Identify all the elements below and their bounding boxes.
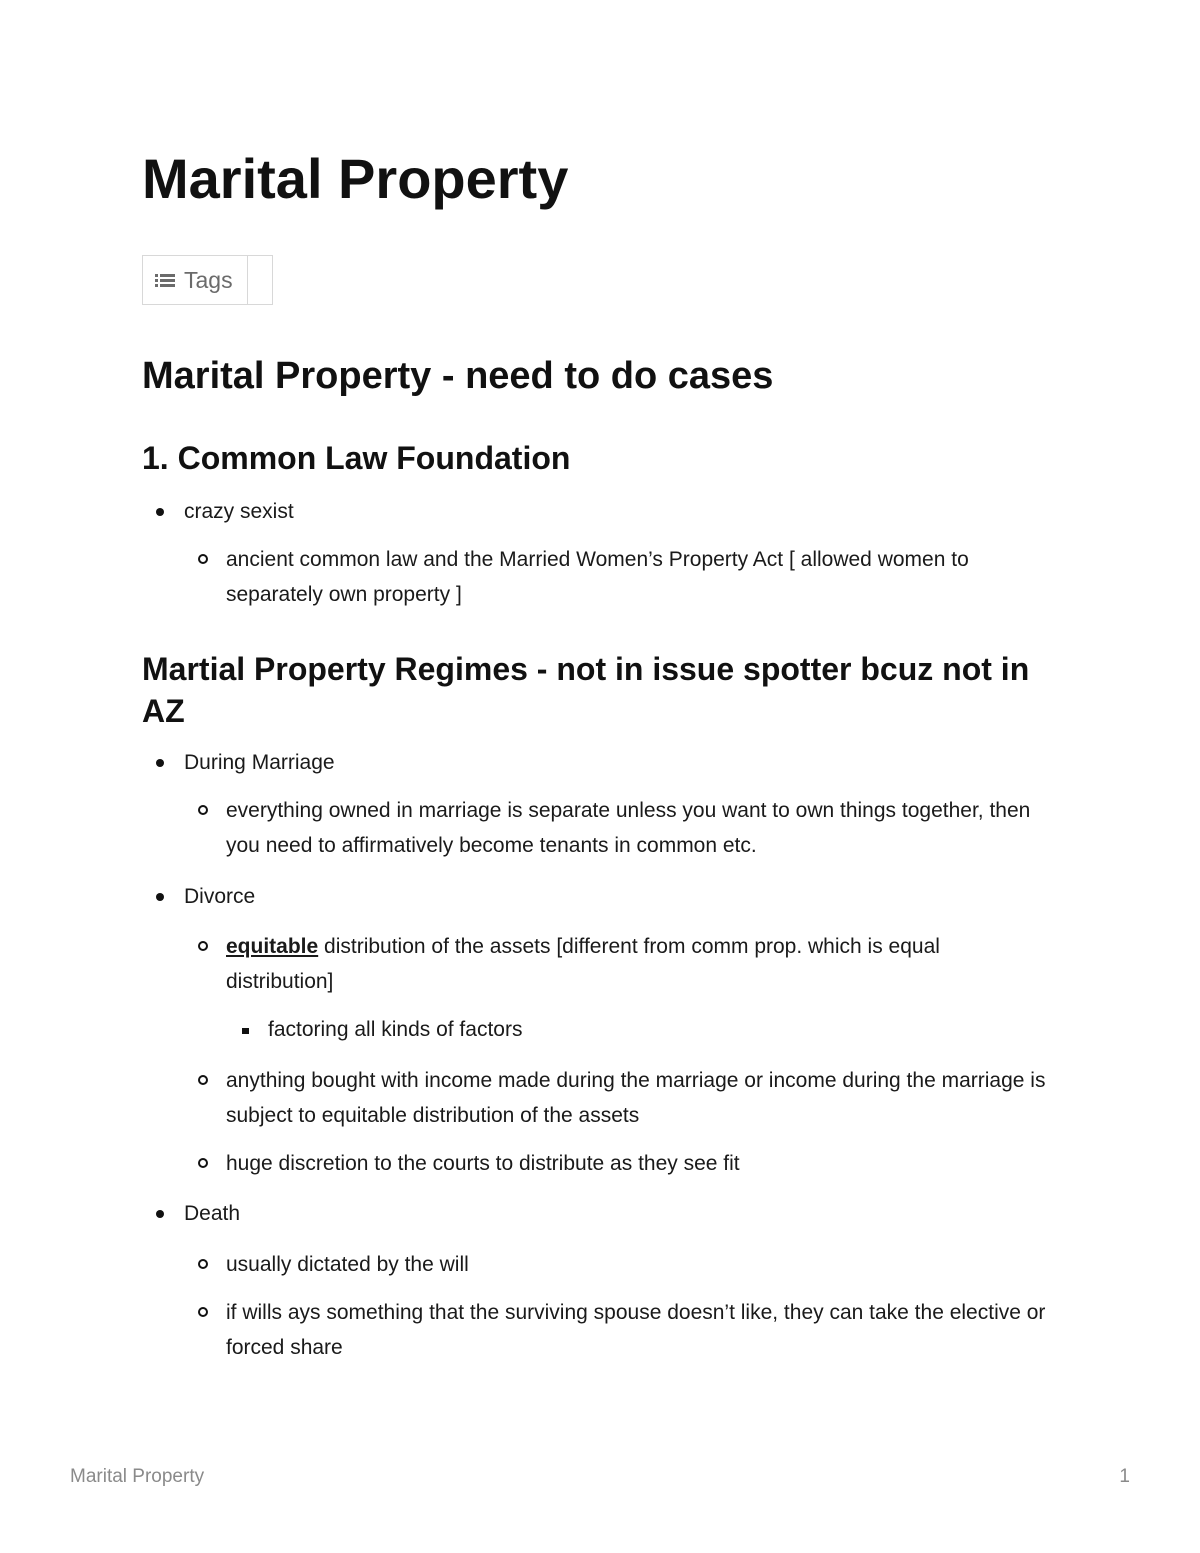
bullet-square-icon <box>242 1028 249 1034</box>
tags-value[interactable] <box>248 256 272 304</box>
list-icon <box>155 273 175 288</box>
list-item-text: distribution of the assets [different from comm prop. which is equal distribution] <box>226 935 940 993</box>
list-item <box>226 1247 1046 1282</box>
emphasis-term: equitable <box>226 935 319 958</box>
list-item <box>184 494 294 529</box>
tags-label-cell <box>143 256 248 304</box>
bullet-circle-icon <box>198 1075 208 1085</box>
section-heading-regimes: Martial Property Regimes - not in issue spotter bcuz not in AZ <box>142 651 1030 729</box>
list-item-text: factoring all kinds of factors <box>268 1018 523 1041</box>
list-item <box>184 879 255 914</box>
list-item-text: anything bought with income made during the marriage or income during the marriage is subject to equitable distribution of the assets <box>226 1069 1046 1127</box>
tags-property[interactable] <box>142 255 273 305</box>
list-item <box>226 1295 1046 1365</box>
list-item-text: huge discretion to the courts to distribute as they see fit <box>226 1152 740 1175</box>
bullet-circle-icon <box>198 1259 208 1269</box>
bullet-circle-icon <box>198 1307 208 1317</box>
list-item-text: During Marriage <box>184 751 335 774</box>
list-item <box>226 1146 1046 1181</box>
bullet-circle-icon <box>198 554 208 564</box>
bullet-circle-icon <box>198 1158 208 1168</box>
list-item <box>226 929 1046 999</box>
list-item-text: Death <box>184 1202 241 1225</box>
list-item-text: Divorce <box>184 885 256 908</box>
list-item-text: ancient common law and the Married Women’s Property Act [ allowed women to separately own property ] <box>226 548 969 606</box>
section-heading-common-law: 1. Common Law Foundation <box>142 440 571 476</box>
list-item-text: if wills ays something that the surviving spouse doesn’t like, they can take the elective or forced share <box>226 1301 1046 1359</box>
bullet-disc-icon <box>156 508 164 516</box>
list-item <box>226 542 1046 612</box>
bullet-circle-icon <box>198 805 208 815</box>
bullet-circle-icon <box>198 941 208 951</box>
bullet-disc-icon <box>156 759 164 767</box>
section-heading-main: Marital Property - need to do cases <box>142 355 774 397</box>
list-item-text: usually dictated by the will <box>226 1253 469 1276</box>
bullet-disc-icon <box>156 893 164 901</box>
bullet-disc-icon <box>156 1210 164 1218</box>
list-item <box>268 1012 522 1047</box>
page-number: 1 <box>1119 1466 1130 1487</box>
page-title: Marital Property <box>142 147 569 210</box>
list-item <box>184 1196 240 1231</box>
tags-label: Tags <box>184 266 233 293</box>
list-item <box>226 793 1046 863</box>
list-item-text: crazy sexist <box>184 500 294 523</box>
list-item-text: everything owned in marriage is separate unless you want to own things together, then you need to affirmatively become tenants in common etc. <box>226 799 1031 857</box>
footer-title: Marital Property <box>70 1466 205 1487</box>
list-item <box>226 1063 1046 1133</box>
list-item <box>184 745 335 780</box>
